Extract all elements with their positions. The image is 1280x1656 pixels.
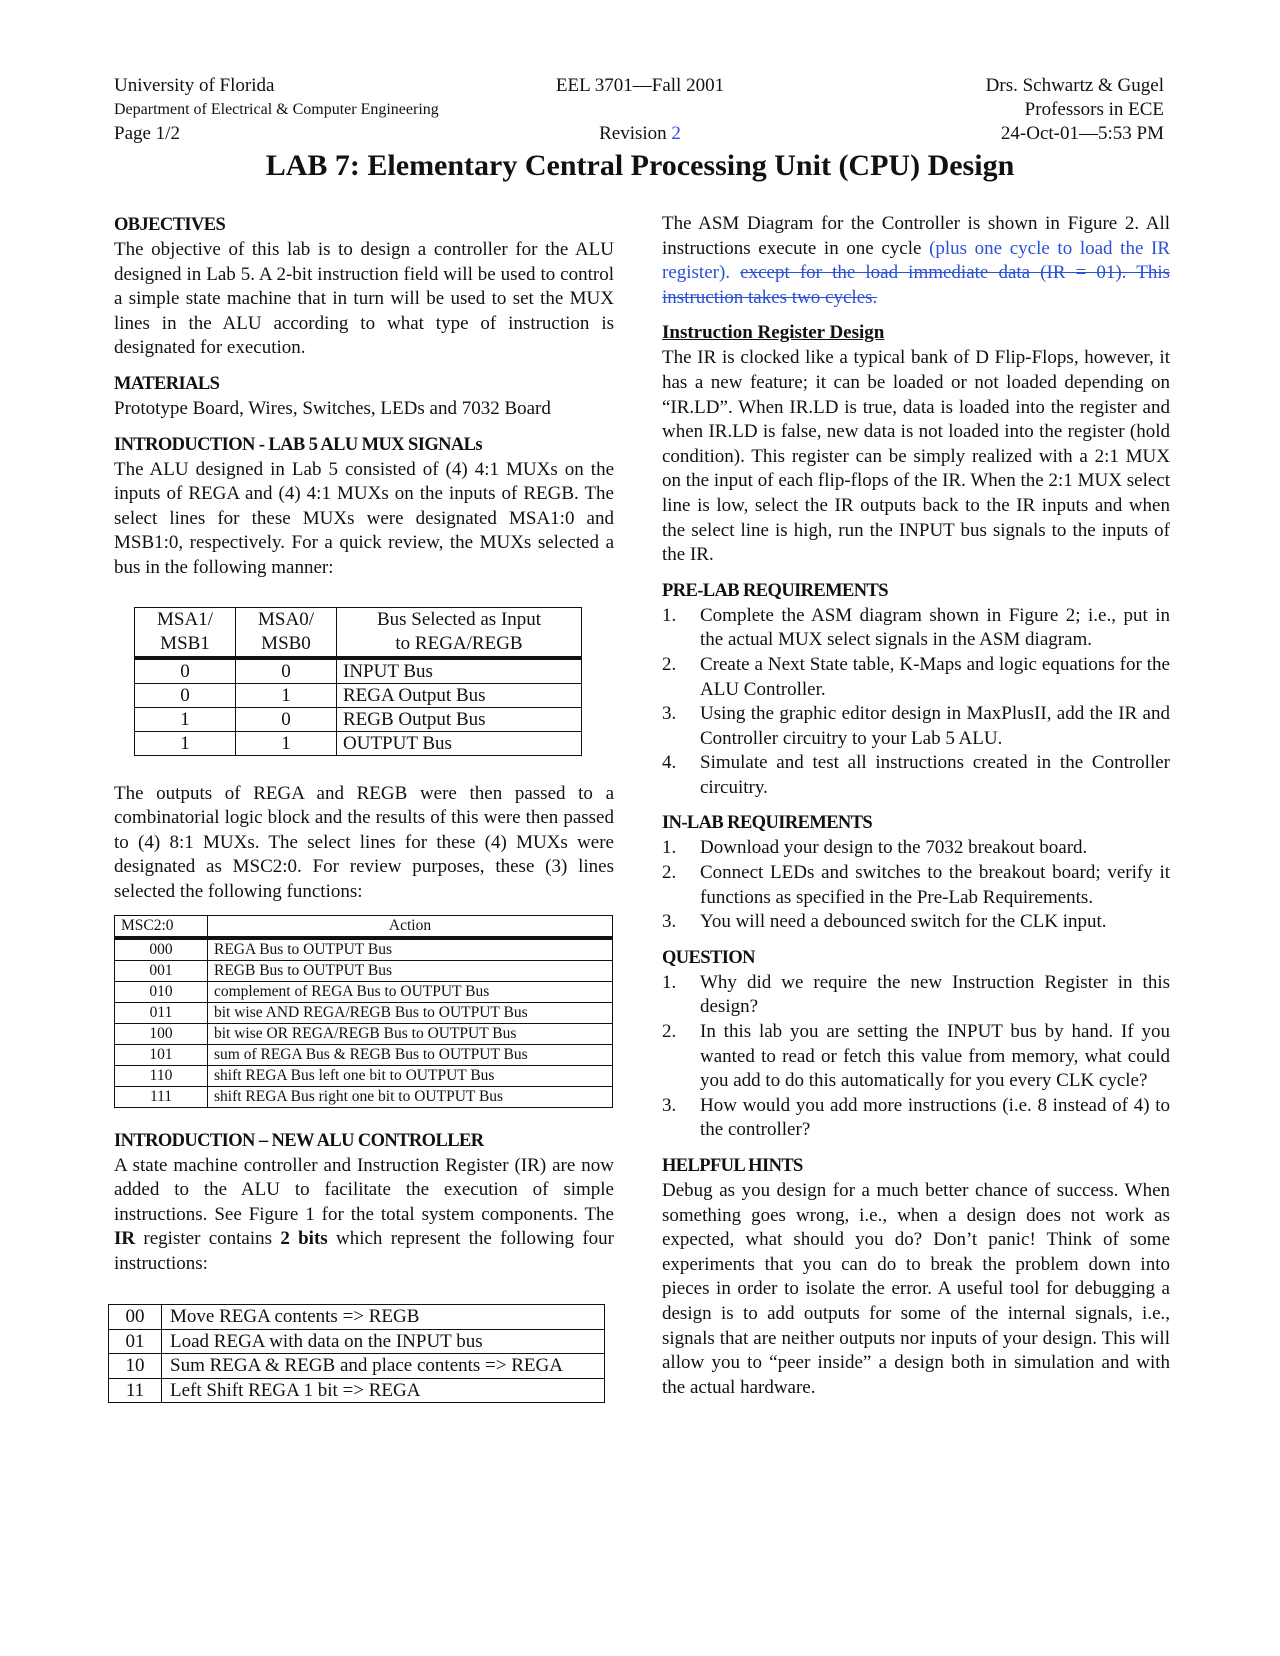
question-heading: QUESTION: [662, 947, 755, 968]
table-row: 0 0 INPUT Bus: [135, 658, 582, 684]
materials-text: Prototype Board, Wires, Switches, LEDs and 7032 Board: [114, 397, 551, 419]
header-authors: Drs. Schwartz & Gugel: [985, 75, 1164, 96]
table-row: 001 REGB Bus to OUTPUT Bus: [115, 960, 613, 981]
table-row: 101 sum of REGA Bus & REGB Bus to OUTPUT Bus: [115, 1044, 613, 1065]
asm-added-text: (plus one cycle to load the IR register).: [662, 237, 1170, 284]
header-department: Department of Electrical & Computer Engineering: [114, 101, 439, 118]
revision-number: 2: [671, 123, 681, 144]
ir-design-heading: Instruction Register Design: [662, 322, 885, 344]
mux-header-msa0: MSA0/ MSB0: [236, 607, 337, 658]
header-university: University of Florida: [114, 75, 275, 96]
list-item: 2. Connect LEDs and switches to the breakout board; verify it functions as specified in the Pre-Lab Requirements.: [662, 862, 1170, 908]
header-professors: Professors in ECE: [1024, 99, 1164, 120]
table-row: 1 0 REGB Output Bus: [135, 707, 582, 731]
table-row: 01 Load REGA with data on the INPUT bus: [109, 1329, 605, 1354]
inlab-list: [662, 836, 1170, 934]
list-item: 3. How would you add more instructions (i.e. 8 instead of 4) to the controller?: [662, 1094, 1170, 1141]
header-revision: Revision 2: [599, 123, 681, 144]
list-item: 3. You will need a debounced switch for the CLK input.: [662, 911, 1107, 933]
table-row: 11 Left Shift REGA 1 bit => REGA: [109, 1378, 605, 1403]
objectives-text: The objective of this lab is to design a controller for the ALU designed in Lab 5. A 2-bit instruction field will be used to control a simple state machine that in turn will be used to set the MUX lines in the ALU according to what type of instruction is designated for execution.: [114, 239, 614, 359]
outputs-text: The outputs of REGA and REGB were then passed to a combinatorial logic block and the results of this were then passed to (4) 8:1 MUXs. The select lines for these (4) MUXs were designated as MSC2:0. For review purposes, these (3) lines selected the following functions:: [114, 782, 614, 902]
page-title: LAB 7: Elementary Central Processing Unit (CPU) Design: [265, 149, 1015, 182]
table-row: 10 Sum REGA & REGB and place contents => REGA: [109, 1354, 605, 1379]
prelab-list: [662, 604, 1170, 801]
asm-struck-text: except for the load immediate data (IR = 01). This instruction takes two cycles.: [662, 262, 1170, 308]
hints-heading: HELPFUL HINTS: [662, 1156, 803, 1176]
list-item: 1. Why did we require the new Instruction Register in this design?: [662, 971, 1170, 1018]
mux-header-bus: Bus Selected as Input to REGA/REGB: [337, 607, 582, 658]
table-row: 100 bit wise OR REGA/REGB Bus to OUTPUT Bus: [115, 1023, 613, 1044]
msc-function-table: [114, 915, 613, 1108]
table-row: 111 shift REGA Bus right one bit to OUTPUT Bus: [115, 1086, 613, 1107]
table-row: 000 REGA Bus to OUTPUT Bus: [115, 938, 613, 961]
ir-design-text: The IR is clocked like a typical bank of D Flip-Flops, however, it has a new feature; it can be loaded or not loaded depending on “IR.LD”. When IR.LD is true, data is loaded into the register and when IR.LD is false, new data is not loaded into the register (hold condition). This register can be simply realized with a 2:1 MUX on the input of each flip-flops of the IR. When the 2:1 MUX select line is low, select the IR outputs back to the IR inputs and when the select line is high, run the INPUT bus signals to the inputs of the IR.: [662, 347, 1170, 566]
asm-text: The ASM Diagram for the Controller is shown in Figure 2. All instructions execute in one cycle (plus one cycle to load the IR register). except for the load immediate data (IR = 01). This instruction takes two cycles.: [662, 213, 1170, 308]
msc-header-action: Action: [208, 915, 613, 938]
intro-lab5-heading: INTRODUCTION - LAB 5 ALU MUX SIGNALs: [114, 434, 482, 455]
materials-heading: MATERIALS: [114, 373, 220, 394]
table-row: 1 1 OUTPUT Bus: [135, 731, 582, 755]
list-item: 1. Complete the ASM diagram shown in Figure 2; i.e., put in the actual MUX select signals in the ASM diagram.: [662, 604, 1170, 651]
table-row: 110 shift REGA Bus left one bit to OUTPUT Bus: [115, 1065, 613, 1086]
intro-controller-heading: INTRODUCTION – NEW ALU CONTROLLER: [114, 1130, 484, 1151]
table-row: 0 1 REGA Output Bus: [135, 683, 582, 707]
inlab-heading: IN-LAB REQUIREMENTS: [662, 813, 873, 834]
prelab-heading: PRE-LAB REQUIREMENTS: [662, 580, 888, 601]
list-item: 3. Using the graphic editor design in MaxPlusII, add the IR and Controller circuitry to your Lab 5 ALU.: [662, 703, 1170, 749]
header-course: EEL 3701—Fall 2001: [555, 75, 725, 96]
table-row: 011 bit wise AND REGA/REGB Bus to OUTPUT Bus: [115, 1002, 613, 1023]
table-row: 00 Move REGA contents => REGB: [109, 1305, 605, 1330]
list-item: 2. Create a Next State table, K-Maps and logic equations for the ALU Controller.: [662, 653, 1170, 700]
question-list: [662, 971, 1170, 1143]
list-item: 1. Download your design to the 7032 breakout board.: [662, 837, 1088, 859]
right-column: [662, 212, 1170, 1400]
mux-select-table: [134, 607, 582, 756]
left-column: [114, 204, 614, 1403]
objectives-heading: OBJECTIVES: [114, 215, 226, 235]
header-page: Page 1/2: [114, 123, 180, 144]
msc-header-code: MSC2:0: [115, 915, 208, 938]
hints-text: Debug as you design for a much better chance of success. When something goes wrong, i.e., when a design does not work as expected, what should you do? Don’t panic! Think of some experiments that you can do to break the problem down into pieces in order to isolate the error. A useful tool for debugging a design is to add outputs for some of the internal signals, i.e., signals that are neither outputs nor inputs of your design. This will allow you to “peer inside” a design both in simulation and with the actual hardware.: [662, 1180, 1170, 1398]
list-item: 2. In this lab you are setting the INPUT bus by hand. If you wanted to read or fetch this value from memory, what could you add to do this automatically for you every CLK cycle?: [662, 1021, 1170, 1092]
intro-controller-text: A state machine controller and Instruction Register (IR) are now added to the ALU to facilitate the execution of simple instructions. See Figure 1 for the total system components. The IR register contains 2 bits which represent the following four instructions:: [114, 1154, 614, 1274]
mux-header-msa1: MSA1/ MSB1: [135, 607, 236, 658]
intro-lab5-text: The ALU designed in Lab 5 consisted of (4) 4:1 MUXs on the inputs of REGA and (4) 4:1 MUXs on the inputs of REGB. The select lines for these MUXs were designated MSA1:0 and MSB1:0, respectively. For a quick review, the MUXs selected a bus in the following manner:: [114, 458, 614, 578]
table-row: 010 complement of REGA Bus to OUTPUT Bus: [115, 981, 613, 1002]
list-item: 4. Simulate and test all instructions created in the Controller circuitry.: [662, 752, 1170, 798]
header-date: 24-Oct-01—5:53 PM: [1000, 123, 1164, 144]
instruction-table: [108, 1304, 605, 1403]
